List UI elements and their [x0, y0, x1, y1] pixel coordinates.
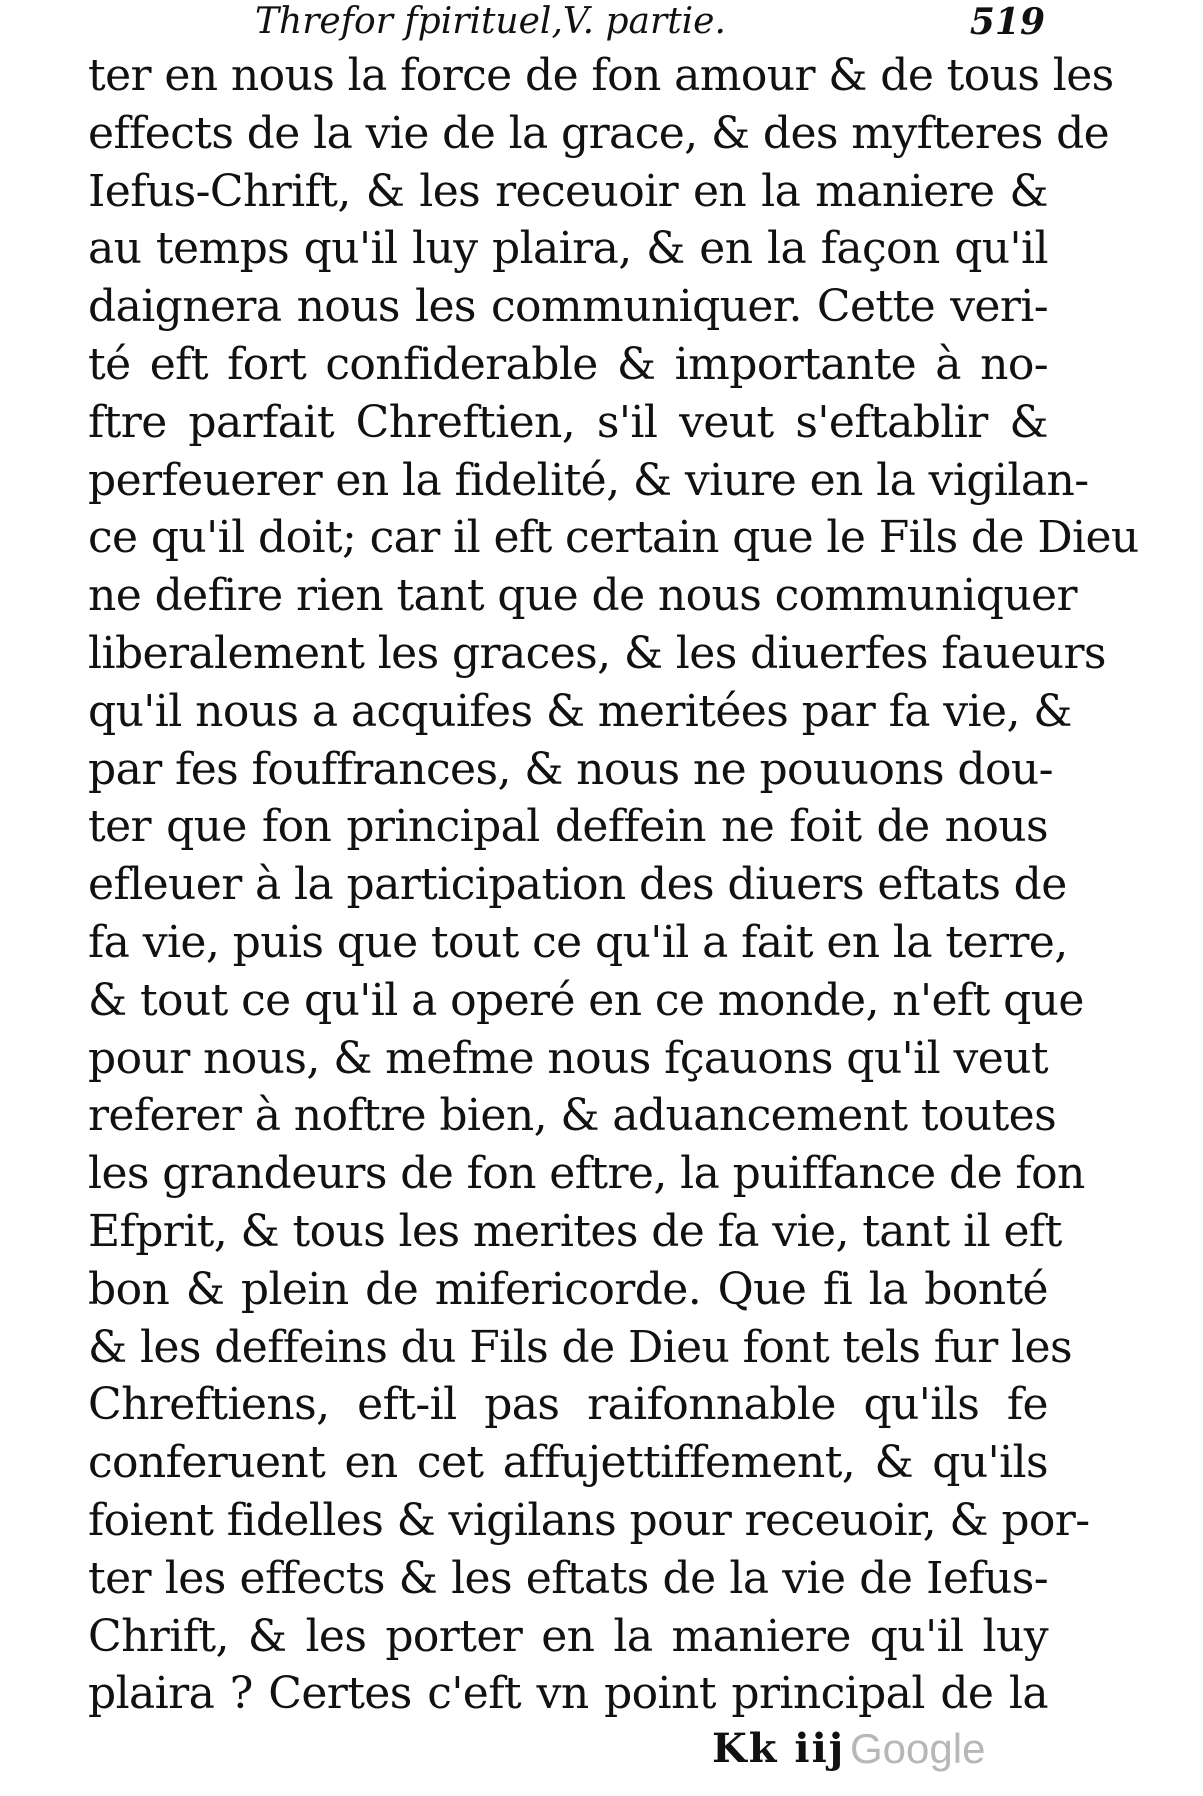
text-line: daignera nous les communiquer. Cette veri-	[88, 281, 1048, 333]
text-line: Efprit, & tous les merites de fa vie, tant il eft	[88, 1205, 1062, 1257]
text-line: au temps qu'il luy plaira, & en la façon qu'il	[88, 223, 1048, 275]
text-line: té eft fort confiderable & importante à no-	[88, 338, 1048, 390]
text-line: ter les effects & les eftats de la vie de Iefus-	[88, 1552, 1048, 1604]
text-line: ftre parfait Chreftien, s'il veut s'eftablir &	[88, 396, 1048, 448]
text-line: conferuent en cet affujettiffement, & qu'ils	[88, 1437, 1048, 1489]
text-line: qu'il nous a acquifes & meritées par fa vie, &	[88, 685, 1072, 737]
text-line: liberalement les graces, & les diuerfes faueurs	[88, 627, 1106, 679]
signature-mark: Kk iij	[712, 1725, 846, 1772]
text-line: ter en nous la force de fon amour & de tous les	[88, 50, 1114, 101]
text-line: ne defire rien tant que de nous communiquer	[88, 570, 1077, 622]
text-line: ter que fon principal deffein ne foit de nous	[88, 801, 1048, 853]
text-line: efleuer à la participation des diuers eftats de	[88, 859, 1067, 911]
running-title: Threfor fpirituel,V. partie.	[255, 1, 726, 42]
text-line: par fes fouffrances, & nous ne pouuons dou-	[88, 743, 1053, 795]
text-line: pour nous, & mefme nous fçauons qu'il veut	[88, 1032, 1048, 1084]
text-line: Chrift, & les porter en la maniere qu'il luy	[88, 1610, 1048, 1662]
body-text	[88, 47, 1139, 1723]
text-line: referer à noftre bien, & aduancement toutes	[88, 1090, 1057, 1142]
running-head	[255, 0, 1045, 48]
page-number: 519	[969, 1, 1045, 43]
text-line: Iefus-Chrift, & les receuoir en la maniere &	[88, 165, 1048, 217]
text-line: effects de la vie de la grace, & des myfteres de	[88, 107, 1110, 159]
google-watermark: Google	[850, 1725, 986, 1772]
text-line: plaira ? Certes c'eft vn point principal de la	[88, 1668, 1048, 1720]
text-line: Chreftiens, eft-il pas raifonnable qu'ils fe	[88, 1379, 1048, 1431]
text-line: foient fidelles & vigilans pour receuoir, & por-	[88, 1494, 1090, 1546]
text-line: les grandeurs de fon eftre, la puiffance de fon	[88, 1148, 1085, 1200]
text-line: & les deffeins du Fils de Dieu font tels fur les	[88, 1321, 1072, 1373]
text-line: fa vie, puis que tout ce qu'il a fait en la terre,	[88, 916, 1068, 968]
text-line: perfeuerer en la fidelité, & viure en la vigilan-	[88, 454, 1089, 506]
text-line: bon & plein de mifericorde. Que fi la bonté	[88, 1263, 1048, 1315]
text-line: ce qu'il doit; car il eft certain que le Fils de Dieu	[88, 512, 1139, 564]
text-line: & tout ce qu'il a operé en ce monde, n'eft que	[88, 974, 1084, 1026]
